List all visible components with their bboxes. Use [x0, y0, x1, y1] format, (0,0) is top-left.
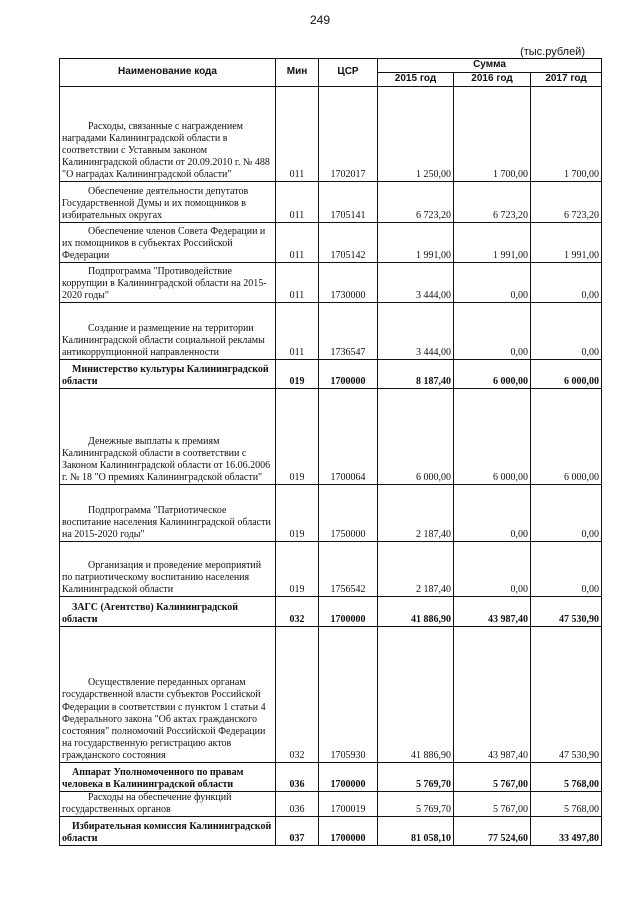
header-2016: 2016 год: [454, 73, 531, 87]
row-value-2016: 5 767,00: [454, 763, 531, 792]
table-row: [60, 182, 602, 223]
row-name: [60, 263, 276, 303]
row-name: [60, 182, 276, 223]
header-min: Мин: [276, 59, 319, 87]
row-value-2017: 5 768,00: [531, 792, 602, 817]
row-value-2017: 0,00: [531, 303, 602, 360]
row-name-text: Подпрограмма "Патриотическое воспитание населения Калининградской области на 2015-2020 годы": [62, 504, 271, 540]
row-csr: 1700064: [319, 389, 378, 485]
table-row: [60, 360, 602, 389]
row-name-text: Расходы на обеспечение функций государственных органов: [62, 792, 232, 816]
row-value-2016: 77 524,60: [454, 817, 531, 846]
row-name: [60, 360, 276, 389]
row-csr: 1700000: [319, 360, 378, 389]
row-name-text: Денежные выплаты к премиям Калининградской области в соответствии с Законом Калининградской области от 16.06.2006 г. № 18 "О премиях Калининградской области": [62, 435, 271, 483]
row-value-2015: 2 187,40: [378, 542, 454, 597]
row-value-2017: 6 723,20: [531, 182, 602, 223]
row-value-2015: 6 000,00: [378, 389, 454, 485]
row-value-2016: 6 723,20: [454, 182, 531, 223]
budget-table: [59, 58, 602, 846]
row-name: [60, 87, 276, 182]
row-value-2016: 1 700,00: [454, 87, 531, 182]
row-value-2016: 0,00: [454, 542, 531, 597]
row-min: 036: [276, 763, 319, 792]
row-min: 036: [276, 792, 319, 817]
row-name-text: Расходы, связанные с награждением наградами Калининградской области в соответствии с Уставным законом Калининградской области от 20.09.2010 г. № 488 "О наградах Калининградской области": [62, 120, 270, 180]
row-value-2016: 43 987,40: [454, 627, 531, 763]
row-name-text: Организация и проведение мероприятий по патриотическому воспитанию населения Калининградской области: [62, 559, 262, 595]
row-value-2016: 0,00: [454, 485, 531, 542]
row-value-2017: 47 530,90: [531, 597, 602, 627]
row-csr: 1700000: [319, 763, 378, 792]
row-value-2017: 6 000,00: [531, 389, 602, 485]
row-name-text: Создание и размещение на территории Калининградской области социальной рекламы антикоррупционной направленности: [62, 322, 265, 358]
table-row: [60, 817, 602, 846]
table-row: [60, 792, 602, 817]
table-row: [60, 263, 602, 303]
row-value-2016: 6 000,00: [454, 360, 531, 389]
row-csr: 1736547: [319, 303, 378, 360]
row-name-text: Осуществление переданных органам государственной власти субъектов Российской Федерации в соответствии с пунктом 1 статьи 4 Федерального закона "Об актах гражданского состояния" полномочий Российской Федерации на государственную регистрацию актов гражданского состояния: [62, 677, 266, 761]
row-csr: 1702017: [319, 87, 378, 182]
row-value-2017: 0,00: [531, 542, 602, 597]
row-min: 037: [276, 817, 319, 846]
row-csr: 1700019: [319, 792, 378, 817]
header-2015: 2015 год: [378, 73, 454, 87]
row-min: 032: [276, 627, 319, 763]
row-value-2015: 2 187,40: [378, 485, 454, 542]
row-value-2015: 81 058,10: [378, 817, 454, 846]
row-name: [60, 792, 276, 817]
row-min: 019: [276, 485, 319, 542]
row-value-2016: 5 767,00: [454, 792, 531, 817]
row-name: [60, 542, 276, 597]
row-name: [60, 817, 276, 846]
table-row: [60, 389, 602, 485]
row-value-2015: 3 444,00: [378, 263, 454, 303]
row-name-text: Подпрограмма "Противодействие коррупции в Калининградской области на 2015-2020 годы": [62, 265, 267, 301]
row-csr: 1705141: [319, 182, 378, 223]
row-name: [60, 485, 276, 542]
row-name-text: ЗАГС (Агентство) Калининградской области: [62, 601, 239, 625]
row-value-2017: 1 991,00: [531, 223, 602, 263]
row-name: [60, 303, 276, 360]
row-min: 011: [276, 263, 319, 303]
row-csr: 1705930: [319, 627, 378, 763]
row-value-2017: 0,00: [531, 263, 602, 303]
row-name-text: Обеспечение деятельности депутатов Государственной Думы и их помощников в избирательных округах: [62, 185, 249, 221]
row-value-2015: 3 444,00: [378, 303, 454, 360]
table-row: [60, 597, 602, 627]
row-csr: 1705142: [319, 223, 378, 263]
row-value-2015: 5 769,70: [378, 763, 454, 792]
table-row: [60, 87, 602, 182]
row-min: 011: [276, 182, 319, 223]
row-value-2015: 1 250,00: [378, 87, 454, 182]
row-csr: 1700000: [319, 817, 378, 846]
row-name: [60, 627, 276, 763]
row-min: 011: [276, 303, 319, 360]
row-value-2017: 0,00: [531, 485, 602, 542]
row-csr: 1730000: [319, 263, 378, 303]
row-value-2015: 5 769,70: [378, 792, 454, 817]
page-number: 249: [309, 13, 331, 27]
row-min: 011: [276, 223, 319, 263]
row-min: 019: [276, 360, 319, 389]
table-row: [60, 303, 602, 360]
header-2017: 2017 год: [531, 73, 602, 87]
row-name-text: Обеспечение членов Совета Федерации и их помощников в субъектах Российской Федерации: [62, 225, 266, 261]
row-value-2016: 0,00: [454, 263, 531, 303]
table-header: [60, 59, 602, 87]
row-name: [60, 597, 276, 627]
row-csr: 1756542: [319, 542, 378, 597]
row-value-2015: 1 991,00: [378, 223, 454, 263]
row-value-2016: 43 987,40: [454, 597, 531, 627]
row-min: 032: [276, 597, 319, 627]
row-name-text: Министерство культуры Калининградской области: [62, 363, 269, 387]
row-value-2015: 6 723,20: [378, 182, 454, 223]
row-name: [60, 389, 276, 485]
row-value-2017: 5 768,00: [531, 763, 602, 792]
row-value-2015: 41 886,90: [378, 627, 454, 763]
row-value-2016: 6 000,00: [454, 389, 531, 485]
header-sum: Сумма: [378, 59, 602, 73]
table-row: [60, 542, 602, 597]
table-row: [60, 485, 602, 542]
row-min: 019: [276, 389, 319, 485]
row-value-2017: 6 000,00: [531, 360, 602, 389]
table-row: [60, 763, 602, 792]
row-value-2016: 0,00: [454, 303, 531, 360]
units-note: (тыс.рублей): [520, 46, 585, 58]
row-value-2017: 47 530,90: [531, 627, 602, 763]
header-name: Наименование кода: [60, 59, 276, 87]
row-name-text: Избирательная комиссия Калининградской области: [62, 821, 272, 845]
row-name: [60, 763, 276, 792]
row-csr: 1750000: [319, 485, 378, 542]
row-name-text: Аппарат Уполномоченного по правам человека в Калининградской области: [62, 766, 244, 790]
table-body: [60, 87, 602, 846]
row-min: 019: [276, 542, 319, 597]
row-value-2017: 33 497,80: [531, 817, 602, 846]
row-value-2017: 1 700,00: [531, 87, 602, 182]
row-value-2015: 8 187,40: [378, 360, 454, 389]
row-value-2015: 41 886,90: [378, 597, 454, 627]
table-row: [60, 627, 602, 763]
row-value-2016: 1 991,00: [454, 223, 531, 263]
row-name: [60, 223, 276, 263]
table-row: [60, 223, 602, 263]
header-csr: ЦСР: [319, 59, 378, 87]
row-min: 011: [276, 87, 319, 182]
row-csr: 1700000: [319, 597, 378, 627]
